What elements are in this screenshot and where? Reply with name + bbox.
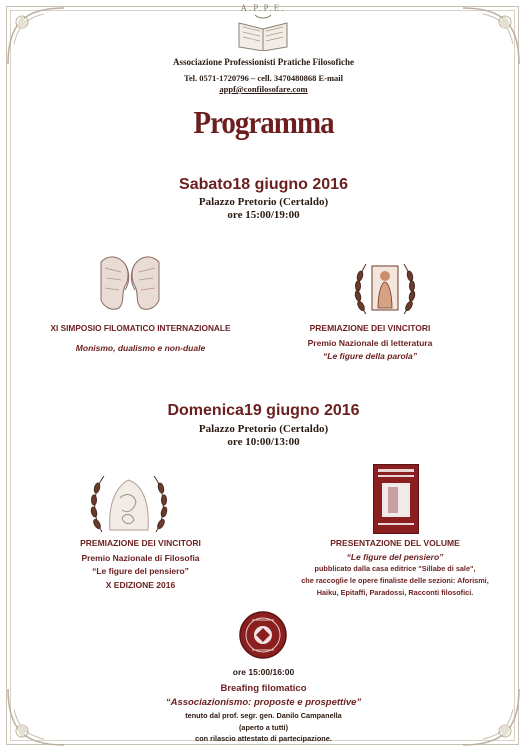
briefing-certificate-note: con rilascio attestato di partecipazione. <box>195 734 332 743</box>
email-row <box>0 84 527 94</box>
email-link[interactable]: appf@confilosofare.com <box>219 84 308 94</box>
header-logo <box>218 3 308 56</box>
association-name: Associazione Professionisti Pratiche Filosofiche <box>172 57 355 67</box>
day1-right-line2: Premio Nazionale di letteratura <box>307 338 433 348</box>
association-seal-icon <box>238 610 288 660</box>
day2-heading: Domenica19 giugno 2016 <box>167 402 360 419</box>
day1-right-title: PREMIAZIONE DEI VINCITORI <box>309 323 431 333</box>
day2-right-line3: pubblicato dalla casa editrice "Sillabe di sale", <box>314 564 476 573</box>
day2-right-title: PRESENTAZIONE DEL VOLUME <box>330 538 460 548</box>
day2-left-line2: Premio Nazionale di Filosofia <box>81 553 200 563</box>
book-cover-image <box>373 464 419 534</box>
day2-time: ore 10:00/13:00 <box>227 436 300 448</box>
briefing-time: ore 15:00/16:00 <box>232 667 295 677</box>
day2-right-line4: che raccoglie le opere finaliste delle sezioni: Aforismi, <box>301 576 489 585</box>
contact-info: Tel. 0571-1720796 – cell. 3470480868 E-mail <box>183 73 344 83</box>
day2-place: Palazzo Pretorio (Certaldo) <box>198 423 329 435</box>
day2-left-line4: X EDIZIONE 2016 <box>105 580 176 590</box>
book-logo-icon <box>233 13 293 51</box>
day1-left-title: XI SIMPOSIO FILOMATICO INTERNAZIONALE <box>50 323 231 333</box>
day2-right-line2: “Le figure del pensiero” <box>346 552 444 562</box>
day2-left-title: PREMIAZIONE DEI VINCITORI <box>80 538 201 548</box>
day2-right-line5: Haiku, Epitaffi, Paradossi, Racconti filosofici. <box>316 588 474 597</box>
briefing-title: Breafing filomatico <box>220 683 307 694</box>
laurel-muse-icon <box>352 256 418 320</box>
briefing-open-note: (aperto a tutti) <box>238 723 289 732</box>
laurel-sculpture-icon <box>88 468 170 538</box>
briefing-subtitle: “Associazionismo: proposte e prospettive” <box>165 697 362 708</box>
page-title: Programma <box>193 105 334 141</box>
day1-left-subtitle: Monismo, dualismo e non-duale <box>75 343 206 353</box>
janus-heads-icon <box>95 252 165 314</box>
day1-right-line3: “Le figure della parola” <box>323 351 417 361</box>
day1-place: Palazzo Pretorio (Certaldo) <box>198 196 329 208</box>
day1-heading: Sabato18 giugno 2016 <box>179 176 348 193</box>
day2-left-line3: “Le figure del pensiero” <box>92 566 189 576</box>
briefing-speaker: tenuto dal prof. segr. gen. Danilo Campanella <box>185 711 342 720</box>
logo-text: A.P.P.E. <box>240 3 286 13</box>
day1-time: ore 15:00/19:00 <box>227 209 300 221</box>
